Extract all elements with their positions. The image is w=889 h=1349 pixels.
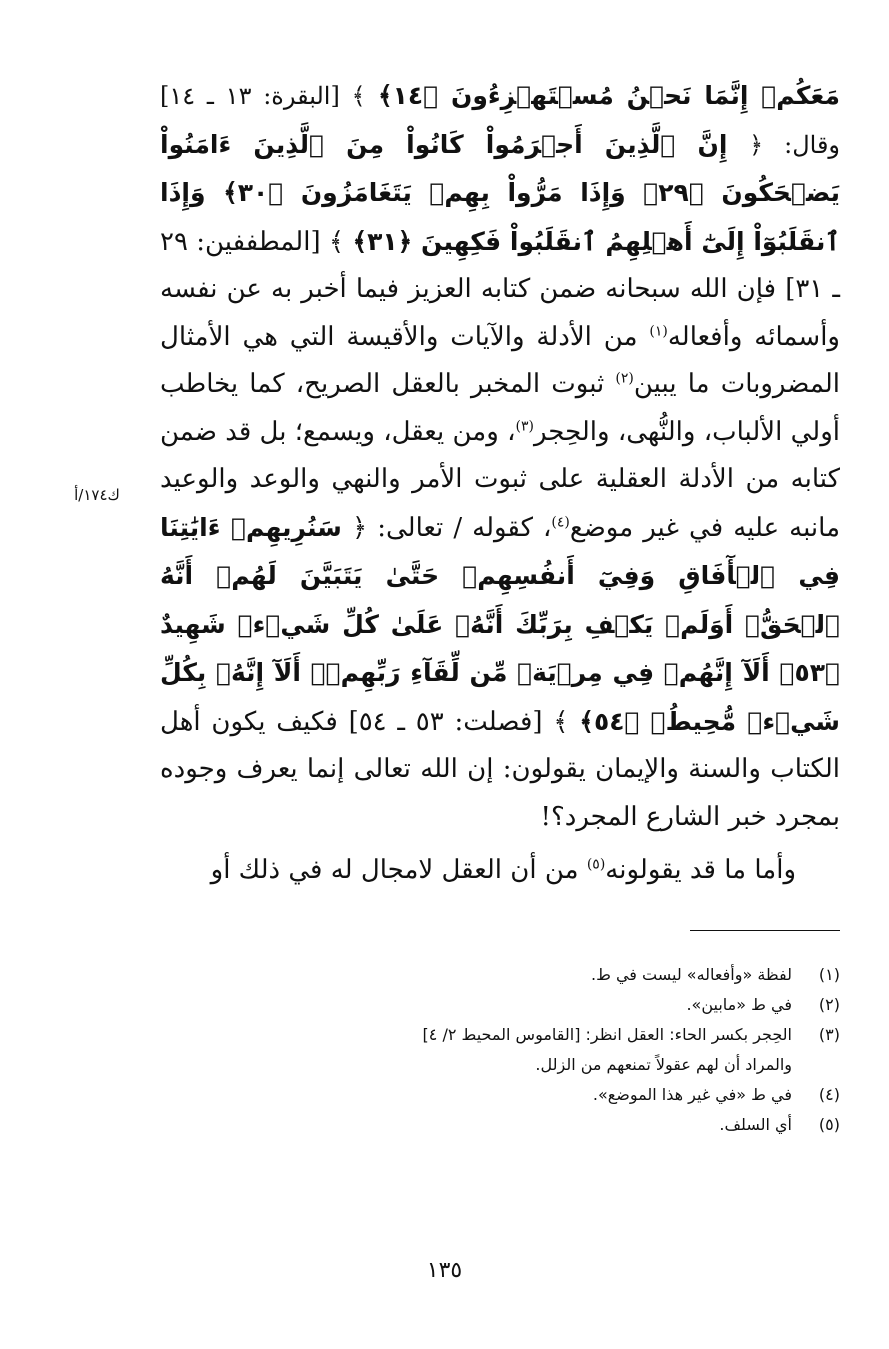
quran-verse-fussilat: سَنُرِيهِمۡ ءَايَٰتِنَا فِي ٱلۡأٓفَاقِ وَفِيٓ أَنفُسِهِمۡ حَتَّىٰ يَتَبَيَّنَ لَهُمۡ أَنَّهُ ٱلۡحَقُّۗ أَوَلَمۡ يَكۡفِ بِرَبِّكَ أَنَّهُۥ عَلَىٰ كُلِّ شَيۡءٖ شَهِيدٌ ﴿٥٣﴾ أَلَآ إِنَّهُمۡ فِي مِرۡيَةٖ مِّن لِّقَآءِ رَبِّهِمۡۗ أَلَآ إِنَّهُۥ بِكُلِّ شَيۡءٖ مُّحِيطُۢ ﴿٥٤﴾	[160, 512, 841, 736]
footnote-marker-5[interactable]: (٥)	[586, 856, 606, 873]
citation-baqarah: ﴾ [البقرة: ١٣ ـ ١٤] وقال: ﴿	[160, 82, 841, 159]
footnote-1	[160, 960, 840, 990]
footnote-marker-1[interactable]: (١)	[649, 322, 668, 339]
paragraph-2	[160, 847, 840, 895]
footnote-text: لفظة «وأفعاله» ليست في ط.	[590, 965, 792, 984]
footnote-text: أي السلف.	[719, 1115, 792, 1134]
body-text-segment: ثبوت المخبر بالعقل الصريح، كما يخاطب أولي الألباب، والنُّهى، والحِجر	[160, 369, 841, 447]
body-text-segment: ﴾ [المطففين: ٢٩ ـ ٣١] فإن الله سبحانه ضمن كتابه العزيز فيما أخبر به عن نفسه وأسمائه وأفعاله	[160, 226, 840, 352]
footnote-number: (٤)	[818, 1085, 840, 1104]
footnote-text-line: الحِجر بكسر الحاء: العقل انظر: [القاموس المحيط ٢/ ٤]	[422, 1025, 792, 1044]
body-text-segment: ﴾ [فصلت: ٥٣ ـ ٥٤] فكيف يكون أهل الكتاب والسنة والإيمان يقولون: إن الله تعالى إنما يعرف وجوده بمجرد خبر الشارع المجرد؟!	[160, 706, 840, 832]
page-number: ١٣٥	[426, 1258, 463, 1283]
manuscript-folio-note: ك١٧٤/أ	[74, 486, 120, 504]
body-text-segment: وأما ما قد يقولونه	[605, 855, 796, 885]
footnote-text-line: والمراد أن لهم عقولاً تمنعهم من الزلل.	[535, 1055, 792, 1074]
footnote-text: في ط «مابين».	[686, 995, 792, 1014]
footnote-marker-4[interactable]: (٤)	[551, 513, 570, 530]
main-text	[160, 72, 840, 895]
footnote-number: (١)	[818, 965, 840, 984]
footnote-5	[160, 1110, 840, 1140]
quran-verse-baqarah: مَعَكُمۡ إِنَّمَا نَحۡنُ مُسۡتَهۡزِءُونَ ﴿١٤﴾	[378, 81, 841, 110]
body-text-segment: ، كقوله / تعالى: ﴿	[351, 512, 552, 543]
footnote-number: (٥)	[818, 1115, 840, 1134]
body-text-segment: من الأدلة والآيات والأقيسة التي هي الأمثال المضروبات ما يبين	[160, 321, 841, 399]
footnotes	[160, 960, 840, 1140]
paragraph-1	[160, 72, 840, 841]
footnote-text	[160, 1020, 792, 1080]
footnote-number: (٢)	[818, 995, 840, 1014]
quran-verse-mutaffifin: إِنَّ ٱلَّذِينَ أَجۡرَمُواْ كَانُواْ مِنَ ٱلَّذِينَ ءَامَنُواْ يَضۡحَكُونَ ﴿٢٩﴾ وَإِذَا مَرُّواْ بِهِمۡ يَتَغَامَزُونَ ﴿٣٠﴾ وَإِذَا ٱنقَلَبُوٓاْ إِلَىٰٓ أَهۡلِهِمُ ٱنقَلَبُواْ فَكِهِينَ ﴿٣١﴾	[160, 129, 840, 256]
footnote-2	[160, 990, 840, 1020]
footnote-text: في ط «في غير هذا الموضع».	[592, 1085, 792, 1104]
body-text-segment: ، ومن يعقل، ويسمع؛ بل قد ضمن كتابه من الأدلة العقلية على ثبوت الأمر والنهي والوعد والوعيد مانبه عليه في غير موضع	[160, 416, 841, 543]
footnote-4	[160, 1080, 840, 1110]
footnote-3	[160, 1020, 840, 1080]
footnote-marker-3[interactable]: (٣)	[515, 417, 534, 434]
footnote-separator	[690, 930, 840, 931]
footnote-number: (٣)	[818, 1025, 840, 1044]
body-text-segment: من أن العقل لامجال له في ذلك أو	[210, 855, 587, 885]
footnote-marker-2[interactable]: (٢)	[615, 370, 634, 387]
